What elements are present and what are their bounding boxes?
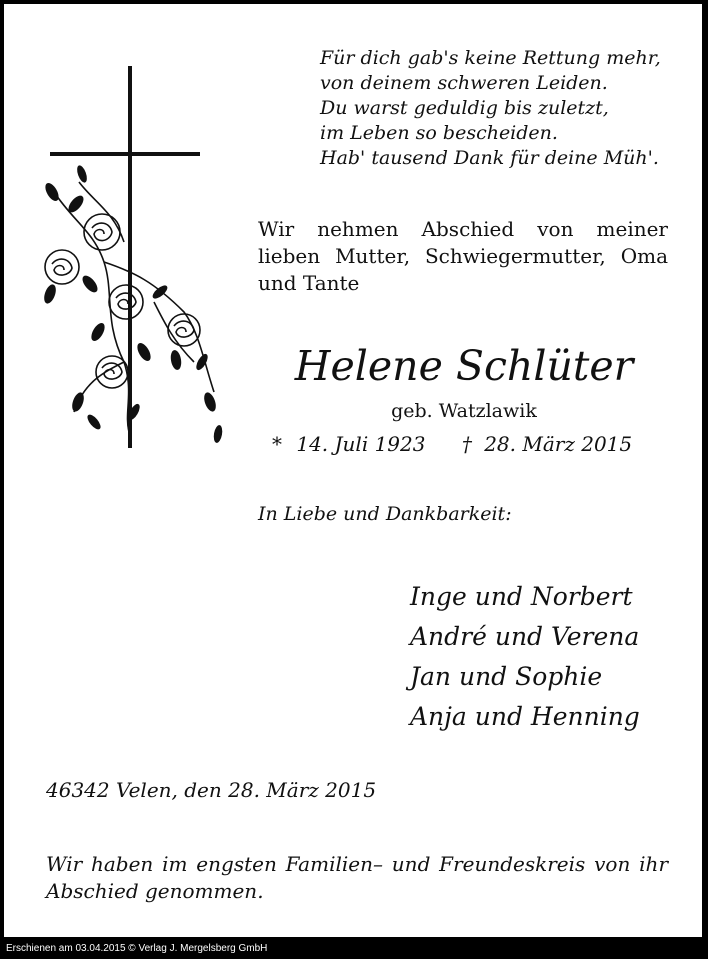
birth-name: geb. Watzlawik [391,400,537,422]
family-entry: Inge und Norbert [410,582,633,611]
poem-line: im Leben so bescheiden. [320,122,558,144]
rose-4 [168,314,200,346]
died-symbol: † [461,432,472,456]
publication-footer: Erschienen am 03.04.2015 © Verlag J. Mergelsberg GmbH [6,943,268,954]
poem-line: Für dich gab's keine Rettung mehr, [320,47,661,69]
cross-icon [50,66,200,448]
leaves [42,164,224,443]
farewell-intro: Wir nehmen Abschied von meiner lieben Mutter, Schwiegermutter, Oma und Tante [258,217,668,295]
poem [320,46,680,171]
deceased-name: Helene Schlüter [294,342,634,390]
family-list [410,577,640,737]
born-symbol: * [272,432,282,456]
rose-2 [45,250,79,284]
family-entry: Jan und Sophie [410,662,603,691]
place-date: 46342 Velen, den 28. März 2015 [46,778,377,802]
born-date: 14. Juli 1923 [296,432,426,456]
closing-note: Wir haben im engsten Familien– und Freundeskreis von ihr Abschied genommen. [46,852,668,903]
poem-line: Hab' tausend Dank für deine Müh'. [320,147,659,169]
cross-with-roses-illustration [34,62,234,462]
obituary-card [4,4,702,937]
died-date: 28. März 2015 [484,432,633,456]
rose-1 [84,214,120,250]
rose-3 [109,285,143,319]
life-dates [272,432,632,456]
poem-line: von deinem schweren Leiden. [320,72,608,94]
family-entry: Anja und Henning [410,702,640,731]
poem-line: Du warst geduldig bis zuletzt, [320,97,609,119]
rose-5 [96,356,128,388]
thanks-line: In Liebe und Dankbarkeit: [258,503,512,525]
family-entry: André und Verena [410,622,640,651]
